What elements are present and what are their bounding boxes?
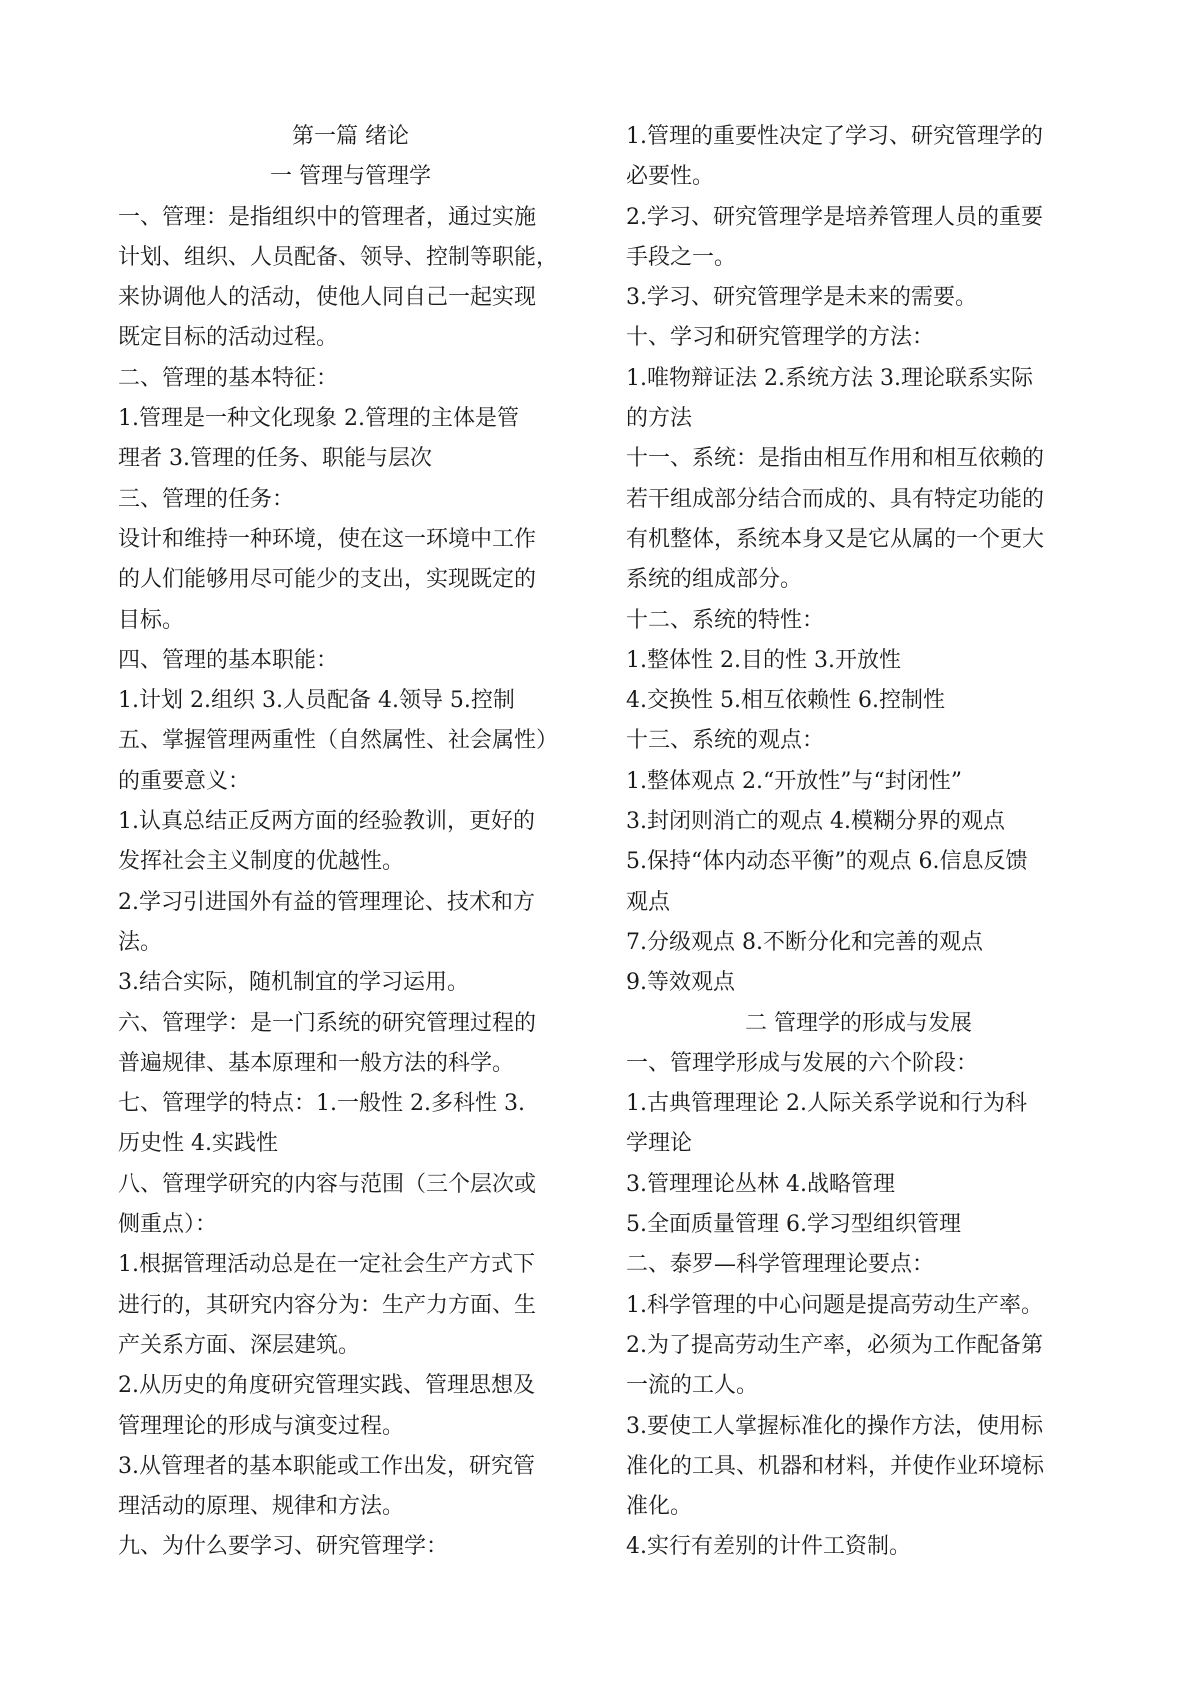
text-line: 3.封闭则消亡的观点 4.模糊分界的观点: [626, 809, 1005, 835]
text-line: 十、学习和研究管理学的方法：: [626, 325, 935, 351]
text-line: 3.管理理论丛林 4.战略管理: [626, 1171, 895, 1197]
text-line: 2.为了提高劳动生产率，必须为工作配备第: [626, 1332, 1043, 1358]
text-line: 5.保持“体内动态平衡”的观点 6.信息反馈: [626, 849, 1028, 875]
text-line: 管理理论的形成与演变过程。: [118, 1413, 405, 1439]
text-line: 六、管理学：是一门系统的研究管理过程的: [118, 1010, 537, 1036]
text-line: 既定目标的活动过程。: [118, 325, 339, 351]
text-line: 1.唯物辩证法 2.系统方法 3.理论联系实际: [626, 365, 1033, 391]
text-line: 一、管理：是指组织中的管理者，通过实施: [118, 204, 537, 230]
text-line: 1.科学管理的中心问题是提高劳动生产率。: [626, 1292, 1043, 1318]
text-line: 准化的工具、机器和材料，并使作业环境标: [626, 1453, 1045, 1479]
text-line: 1.古典管理理论 2.人际关系学说和行为科: [626, 1091, 1027, 1117]
text-line: 八、管理学研究的内容与范围（三个层次或: [118, 1171, 537, 1197]
text-line: 二、泰罗—科学管理理论要点：: [626, 1252, 935, 1278]
text-line: 2.学习、研究管理学是培养管理人员的重要: [626, 204, 1043, 230]
text-line: 来协调他人的活动，使他人同自己一起实现: [118, 285, 537, 311]
text-line: 目标。: [118, 607, 185, 633]
section-heading: 一 管理与管理学: [270, 164, 431, 190]
right-column: [626, 117, 1091, 1568]
text-line: 1.管理是一种文化现象 2.管理的主体是管: [118, 406, 519, 432]
text-line: 系统的组成部分。: [626, 567, 803, 593]
text-line: 7.分级观点 8.不断分化和完善的观点: [626, 929, 983, 955]
text-line: 必要性。: [626, 164, 715, 190]
text-line: 若干组成部分结合而成的、具有特定功能的: [626, 486, 1045, 512]
text-line: 七、管理学的特点：1.一般性 2.多科性 3.: [118, 1091, 525, 1117]
text-line: 学理论: [626, 1131, 693, 1157]
text-line: 3.从管理者的基本职能或工作出发，研究管: [118, 1453, 535, 1479]
text-line: 9.等效观点: [626, 970, 735, 996]
text-line: 3.学习、研究管理学是未来的需要。: [626, 285, 977, 311]
text-line: 设计和维持一种环境，使在这一环境中工作: [118, 526, 537, 552]
text-line: 的方法: [626, 406, 693, 432]
text-line: 5.全面质量管理 6.学习型组织管理: [626, 1212, 961, 1238]
section-heading: 二 管理学的形成与发展: [745, 1010, 972, 1036]
text-line: 发挥社会主义制度的优越性。: [118, 849, 405, 875]
text-line: 法。: [118, 929, 163, 955]
text-line: 一、管理学形成与发展的六个阶段：: [626, 1050, 979, 1076]
text-line: 2.从历史的角度研究管理实践、管理思想及: [118, 1373, 535, 1399]
text-line: 五、掌握管理两重性（自然属性、社会属性）: [118, 728, 559, 754]
text-line: 3.结合实际，随机制宜的学习运用。: [118, 970, 469, 996]
text-line: 1.整体性 2.目的性 3.开放性: [626, 647, 901, 673]
text-line: 十三、系统的观点：: [626, 728, 825, 754]
text-line: 1.认真总结正反两方面的经验教训，更好的: [118, 809, 535, 835]
section-heading: 第一篇 绪论: [292, 124, 409, 149]
text-line: 1.管理的重要性决定了学习、研究管理学的: [626, 124, 1043, 149]
text-line: 理活动的原理、规律和方法。: [118, 1494, 405, 1520]
text-line: 侧重点）：: [118, 1212, 218, 1238]
text-line: 2.学习引进国外有益的管理理论、技术和方: [118, 889, 535, 915]
text-line: 4.交换性 5.相互依赖性 6.控制性: [626, 688, 945, 714]
text-line: 观点: [626, 889, 671, 915]
text-line: 的重要意义：: [118, 768, 251, 794]
text-line: 的人们能够用尽可能少的支出，实现既定的: [118, 567, 537, 593]
text-line: 普遍规律、基本原理和一般方法的科学。: [118, 1050, 515, 1076]
text-line: 计划、组织、人员配备、领导、控制等职能，: [118, 244, 559, 270]
text-line: 进行的，其研究内容分为：生产力方面、生: [118, 1292, 537, 1318]
text-line: 四、管理的基本职能：: [118, 647, 339, 673]
text-line: 历史性 4.实践性: [118, 1131, 278, 1157]
text-line: 有机整体，系统本身又是它从属的一个更大: [626, 526, 1045, 552]
text-line: 一流的工人。: [626, 1373, 759, 1399]
text-line: 1.计划 2.组织 3.人员配备 4.领导 5.控制: [118, 688, 515, 714]
text-line: 1.整体观点 2.“开放性”与“封闭性”: [626, 768, 962, 794]
text-line: 3.要使工人掌握标准化的操作方法，使用标: [626, 1413, 1043, 1439]
text-line: 十二、系统的特性：: [626, 607, 825, 633]
text-line: 1.根据管理活动总是在一定社会生产方式下: [118, 1252, 535, 1278]
text-line: 二、管理的基本特征：: [118, 365, 339, 391]
text-line: 九、为什么要学习、研究管理学：: [118, 1534, 449, 1560]
text-line: 4.实行有差别的计件工资制。: [626, 1534, 911, 1560]
text-line: 三、管理的任务：: [118, 486, 295, 512]
text-line: 理者 3.管理的任务、职能与层次: [118, 446, 432, 472]
text-line: 十一、系统：是指由相互作用和相互依赖的: [626, 446, 1045, 472]
text-line: 手段之一。: [626, 244, 737, 270]
text-line: 产关系方面、深层建筑。: [118, 1332, 361, 1358]
left-column: [118, 117, 583, 1568]
text-line: 准化。: [626, 1494, 693, 1520]
